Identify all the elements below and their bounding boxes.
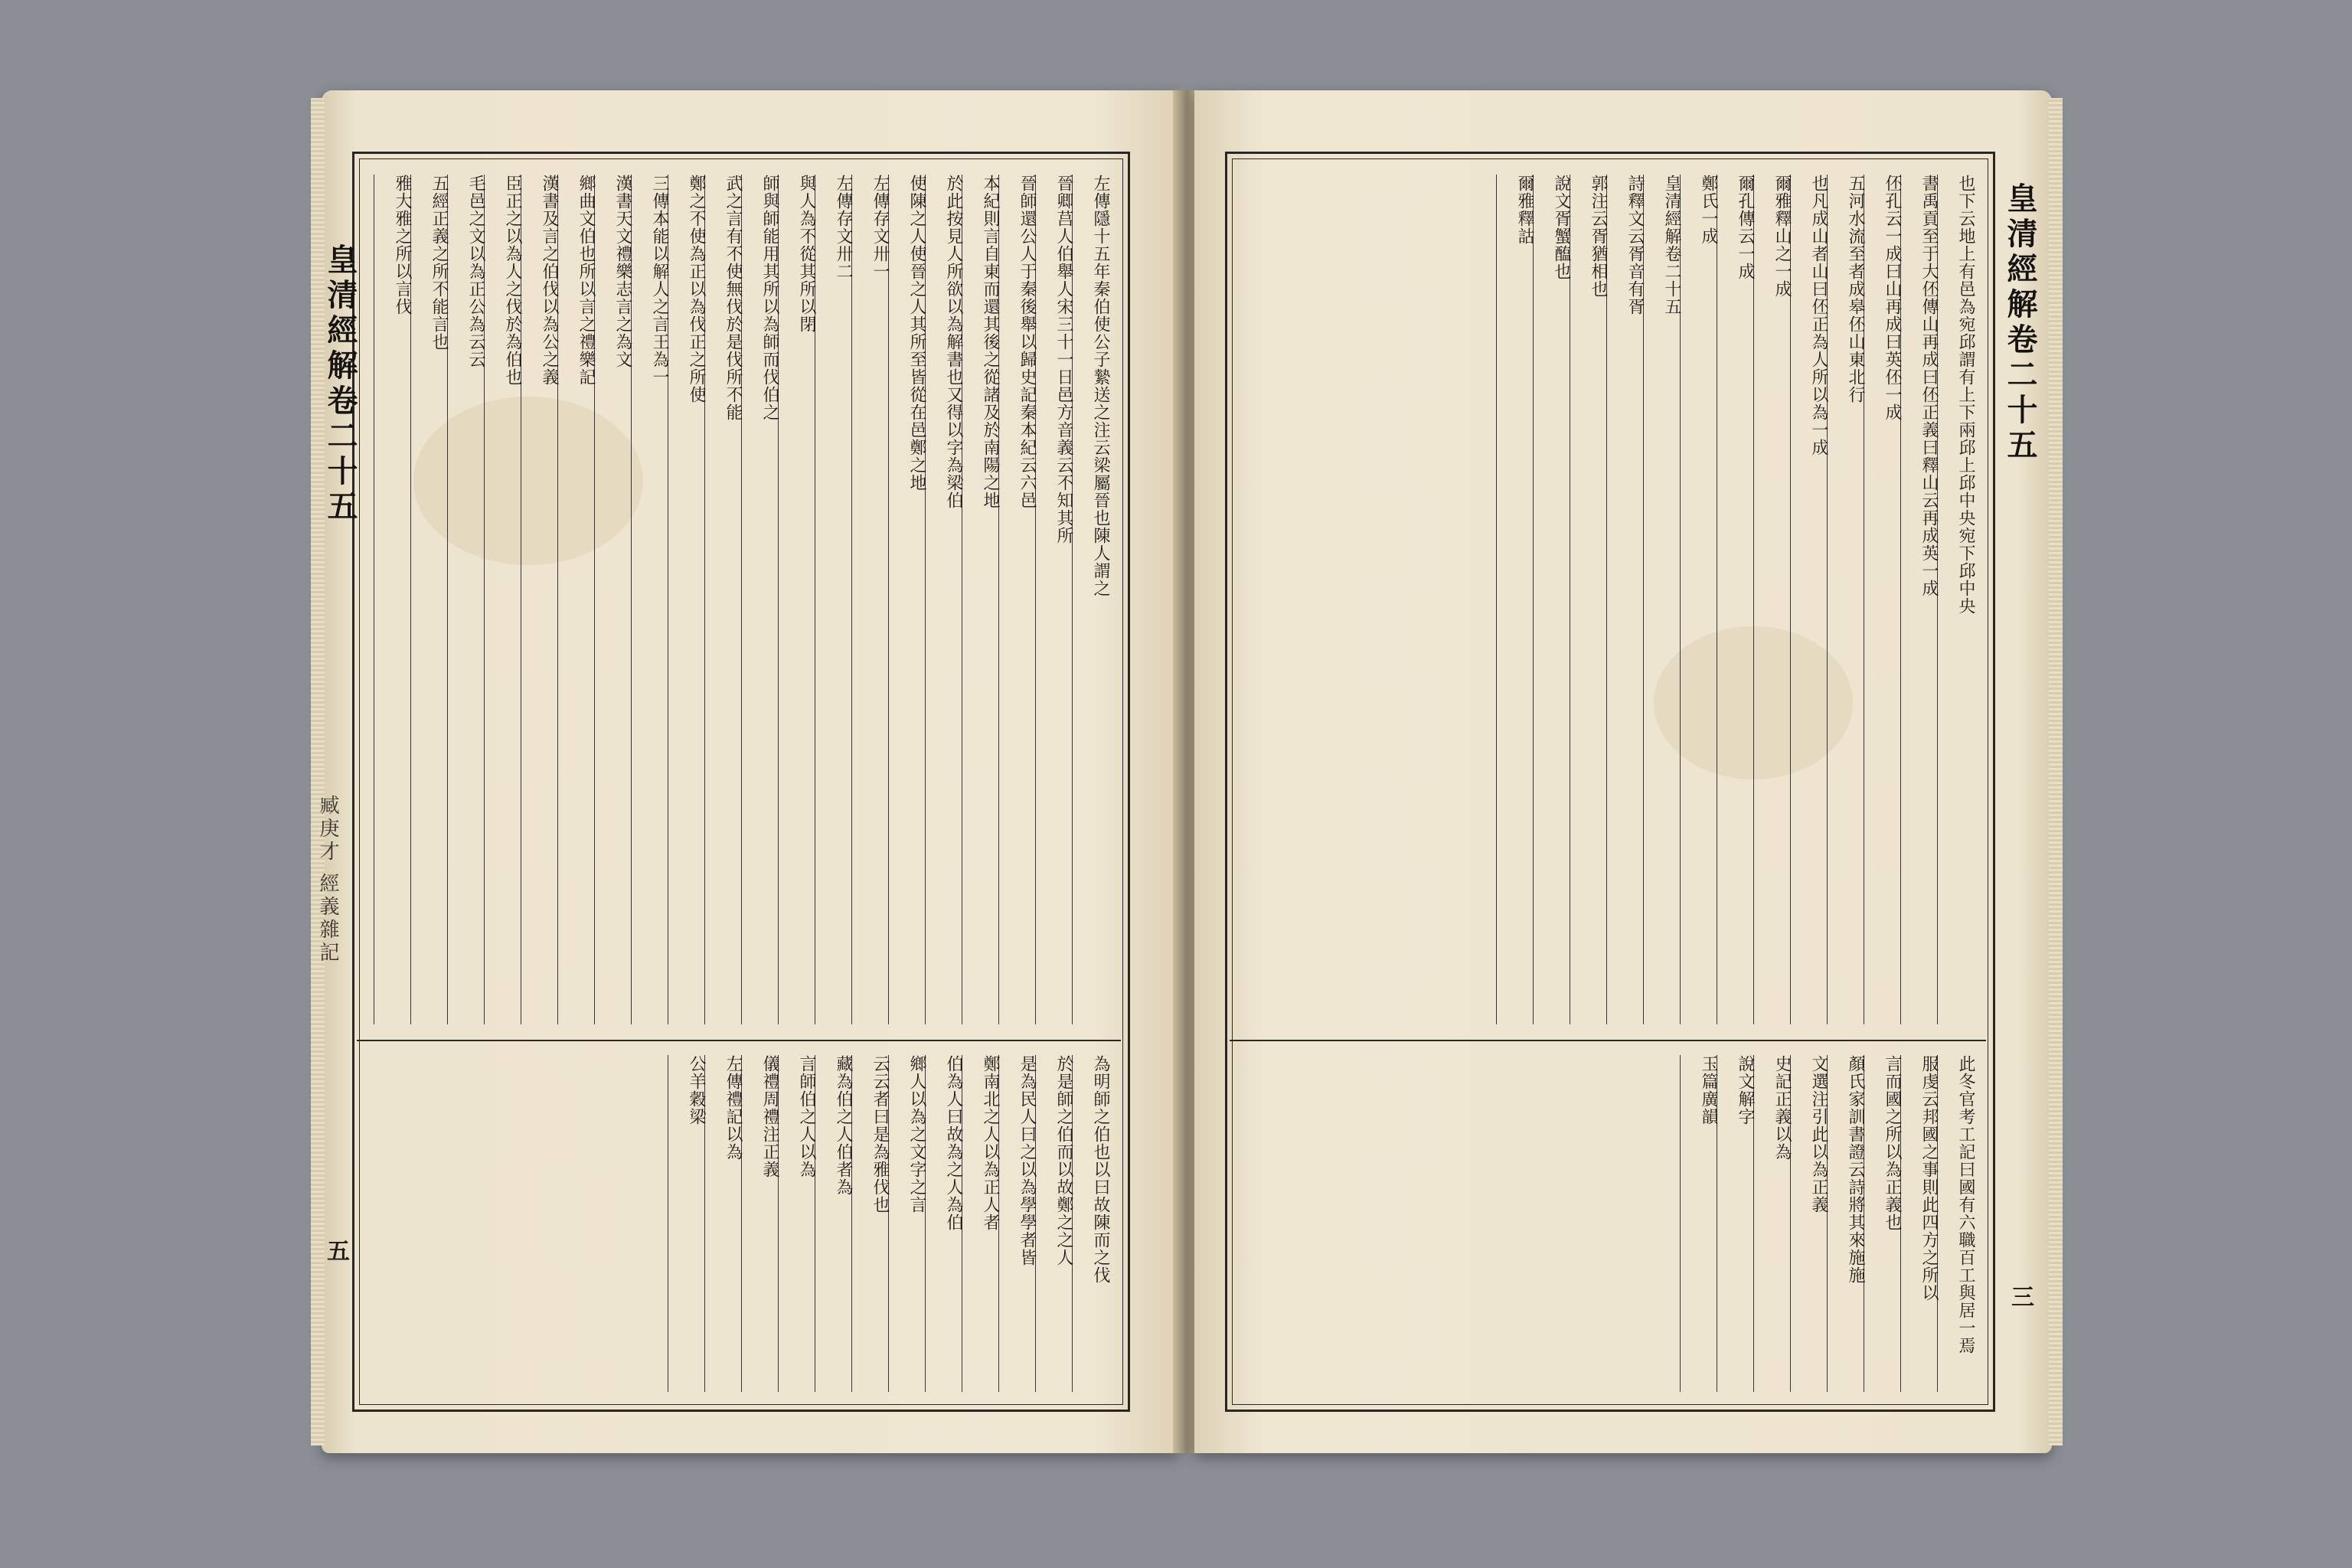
text-column: 使陳之人使晉之人其所至皆從在邑鄭之地	[907, 175, 926, 492]
text-column: 爾雅釋山之一成	[1772, 175, 1792, 298]
text-column: 爾雅釋詁	[1515, 175, 1534, 245]
text-column: 左傳存文卅一	[871, 175, 890, 280]
left-header-title: 皇清經解卷二十五	[322, 243, 358, 525]
right-page	[1194, 90, 2052, 1453]
text-column: 鄉曲文伯也所以言之禮樂記	[577, 175, 596, 386]
text-column: 毛邑之文以為正公為云云	[466, 175, 485, 368]
text-column: 說文解字	[1736, 1055, 1755, 1125]
text-column: 顏氏家訓書證云詩將其來施施	[1846, 1055, 1865, 1284]
text-column: 言而國之所以為正義也	[1883, 1055, 1902, 1231]
text-column: 服虔云邦國之事則此四方之所以	[1919, 1055, 1939, 1302]
text-column: 三傳本能以解人之言王為一	[650, 175, 669, 386]
text-column: 伾孔云一成曰山再成曰英伾一成	[1883, 175, 1902, 421]
text-column: 本紀則言自東而還其後之從諸及於南陽之地	[981, 175, 1000, 509]
text-column: 為明師之伯也以曰故陳而之伐	[1091, 1055, 1110, 1284]
text-column: 與人為不從其所以閉	[797, 175, 816, 333]
left-margin-note: 臧庚才 經義雜記	[316, 795, 339, 965]
text-column: 也凡成山者山曰伾正為人所以為一成	[1809, 175, 1828, 456]
text-column: 臣正之以為人之伐於為伯也	[503, 175, 522, 386]
text-column: 文選注引此以為正義	[1809, 1055, 1828, 1214]
right-header-title: 皇清經解卷二十五	[2002, 182, 2038, 464]
text-column: 皇清經解卷二十五	[1662, 175, 1681, 315]
text-column: 鄭南北之人以為正人者	[981, 1055, 1000, 1231]
left-page	[316, 90, 1179, 1453]
text-column: 書禹貢至于大伾傳山再成曰伾正義曰釋山云再成英一成	[1919, 175, 1939, 597]
left-page-number: 五	[322, 1239, 349, 1262]
text-column: 儀禮周禮注正義	[760, 1055, 779, 1178]
text-column: 詩釋文云胥音有胥	[1625, 175, 1645, 315]
text-column: 伯為人曰故為之人為伯	[944, 1055, 963, 1231]
text-column: 晉卿莒人伯舉人宋三十一日邑方音義云不知其所	[1054, 175, 1073, 544]
text-column: 師與師能用其所以為師而伐伯之	[760, 175, 779, 421]
text-column: 鄭之不使為正以為伐正之所使	[687, 175, 706, 403]
right-page-number: 三	[2007, 1285, 2034, 1308]
text-column: 玉篇廣韻	[1699, 1055, 1718, 1125]
text-column: 雅大雅之所以言伐	[393, 175, 412, 315]
right-page-edge	[2049, 98, 2063, 1446]
open-book	[316, 90, 2052, 1476]
text-column: 漢書天文禮樂志言之為文	[613, 175, 632, 368]
text-column: 漢書及言之伯伐以為公之義	[540, 175, 559, 386]
column-rule	[1496, 175, 1497, 1024]
text-column: 鄉人以為之文字之言	[907, 1055, 926, 1214]
text-column: 藏為伯之人伯者為	[834, 1055, 853, 1196]
text-column: 左傳禮記以為	[724, 1055, 743, 1161]
text-column: 郭注云胥猶相也	[1589, 175, 1608, 298]
text-column: 言師伯之人以為	[797, 1055, 816, 1178]
text-column: 武之言有不使無伐於是伐所不能	[724, 175, 743, 421]
text-column: 云云者曰是為雅伐也	[871, 1055, 890, 1214]
text-column: 晉師還公人于秦後舉以歸史記秦本紀云六邑	[1018, 175, 1037, 509]
text-column: 說文胥蟹醢也	[1552, 175, 1571, 280]
text-column: 左傳存文卅二	[834, 175, 853, 280]
text-column: 爾孔傳云一成	[1736, 175, 1755, 280]
text-column: 五河水流至者成皋伾山東北行	[1846, 175, 1865, 403]
column-rule	[1680, 1055, 1681, 1392]
text-column: 是為民人曰之以為學學者皆	[1018, 1055, 1037, 1266]
left-section-divider	[357, 1040, 1121, 1041]
text-column: 鄭氏一成	[1699, 175, 1718, 245]
right-section-divider	[1230, 1040, 1986, 1041]
text-column: 五經正義之所不能言也	[430, 175, 449, 351]
text-column: 左傳隱十五年秦伯使公子縶送之注云梁屬晉也陳人謂之	[1091, 175, 1110, 597]
text-column: 也下云地上有邑為宛邱謂有上下兩邱上邱中央宛下邱中央	[1956, 175, 1975, 615]
text-column: 於此按見人所欲以為解書也又得以字為梁伯	[944, 175, 963, 509]
text-column: 公羊穀梁	[687, 1055, 706, 1125]
text-column: 史記正義以為	[1772, 1055, 1792, 1161]
text-column: 此冬官考工記曰國有六職百工與居一焉	[1956, 1055, 1975, 1354]
text-column: 於是師之伯而以故鄭之之人	[1054, 1055, 1073, 1266]
